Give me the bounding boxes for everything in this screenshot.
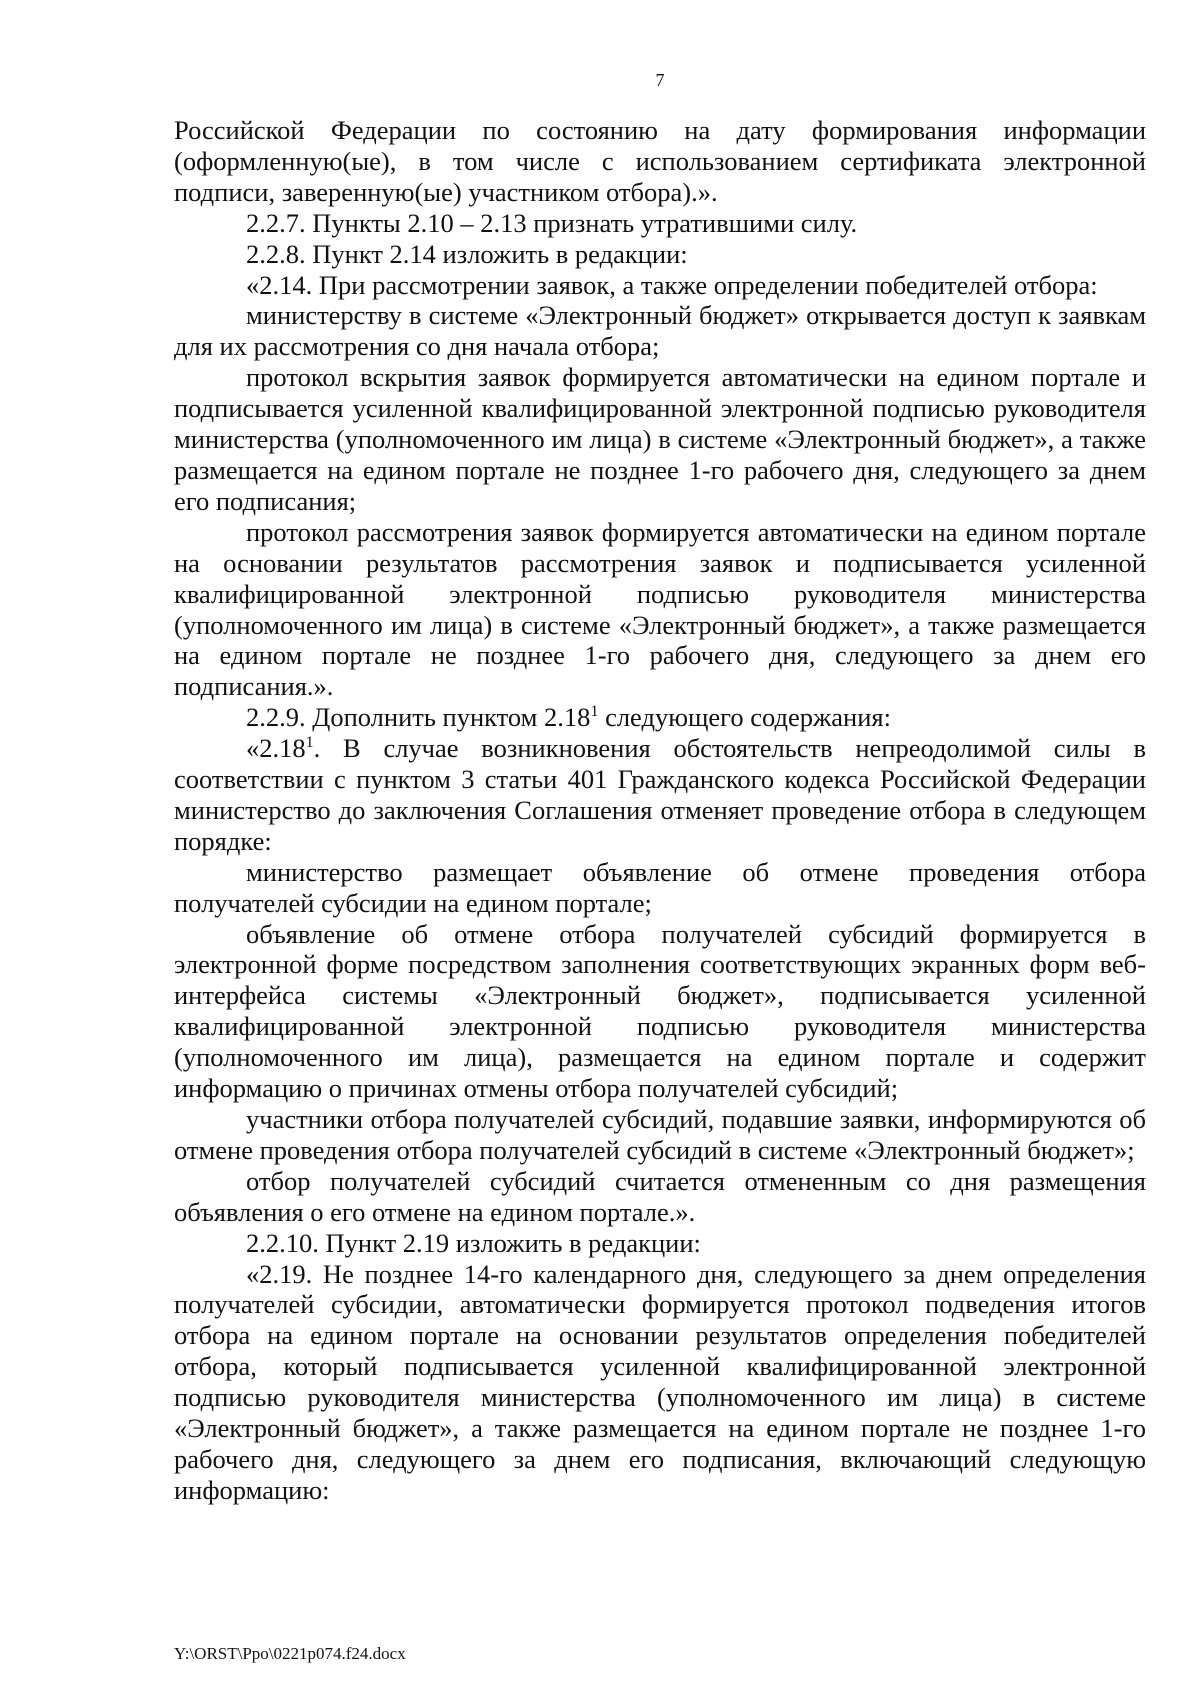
paragraph: отбор получателей субсидий считается отмененным со дня размещения объявления о его отмене на едином портале.».: [174, 1165, 1146, 1227]
paragraph: Российской Федерации по состоянию на дату формирования информации (оформленную(ые), в том числе с использованием сертификата электронной подписи, заверенную(ые) участником отбора).».: [174, 115, 1146, 207]
paragraph-text-before: «2.18: [246, 733, 306, 764]
page-number: 7: [655, 70, 665, 90]
paragraph: [174, 733, 1146, 857]
paragraph: «2.19. Не позднее 14-го календарного дня, следующего за днем определения получателей субсидии, автоматически формируется протокол подведения итогов отбора на едином портале на основании результатов определения победителей отбора, который подписывается усиленной квалифицированной электронной подписью руководителя министерства (уполномоченного им лица) в системе «Электронный бюджет», а также размещается на едином портале не позднее 1-го рабочего дня, следующего за днем его подписания, включающий следующую информацию:: [174, 1258, 1146, 1505]
paragraph-text-after: . В случае возникновения обстоятельств непреодолимой силы в соответствии с пунктом 3 статьи 401 Гражданского кодекса Российской Федерации министерство до заключения Соглашения отменяет проведение отбора в следующем порядке:: [174, 733, 1146, 856]
paragraph: участники отбора получателей субсидий, подавшие заявки, информируются об отмене проведения отбора получателей субсидий в системе «Электронный бюджет»;: [174, 1104, 1146, 1165]
paragraph: министерству в системе «Электронный бюджет» открывается доступ к заявкам для их рассмотрения со дня начала отбора;: [174, 300, 1146, 362]
superscript: 1: [590, 703, 599, 721]
paragraph: 2.2.10. Пункт 2.19 изложить в редакции:: [246, 1227, 701, 1258]
paragraph: «2.14. При рассмотрении заявок, а также определении победителей отбора:: [246, 269, 1098, 300]
paragraph: [174, 702, 1146, 733]
paragraph: протокол рассмотрения заявок формируется автоматически на едином портале на основании результатов рассмотрения заявок и подписывается усиленной квалифицированной электронной подписью руководителя министерства (уполномоченного им лица) в системе «Электронный бюджет», а также размещается на едином портале не позднее 1-го рабочего дня, следующего за днем его подписания.».: [174, 516, 1146, 702]
paragraph: 2.2.7. Пункты 2.10 – 2.13 признать утратившими силу.: [246, 207, 858, 238]
paragraph: 2.2.8. Пункт 2.14 изложить в редакции:: [246, 238, 688, 269]
paragraph: министерство размещает объявление об отмене проведения отбора получателей субсидии на едином портале;: [174, 856, 1146, 918]
document-body: [174, 115, 1146, 1506]
paragraph: протокол вскрытия заявок формируется автоматически на едином портале и подписывается усиленной квалифицированной электронной подписью руководителя министерства (уполномоченного им лица) в системе «Электронный бюджет», а также размещается на едином портале не позднее 1-го рабочего дня, следующего за днем его подписания;: [174, 362, 1146, 516]
paragraph-text-after: следующего содержания:: [598, 702, 891, 733]
paragraph-text-before: 2.2.9. Дополнить пунктом 2.18: [246, 702, 591, 733]
file-path-footer: Y:\ORST\Ppo\0221p074.f24.docx: [174, 1644, 406, 1663]
paragraph: объявление об отмене отбора получателей субсидий формируется в электронной форме посредством заполнения соответствующих экранных форм веб-интерфейса системы «Электронный бюджет», подписывается усиленной квалифицированной электронной подписью руководителя министерства (уполномоченного им лица), размещается на едином портале и содержит информацию о причинах отмены отбора получателей субсидий;: [174, 918, 1146, 1104]
superscript: 1: [305, 734, 314, 752]
